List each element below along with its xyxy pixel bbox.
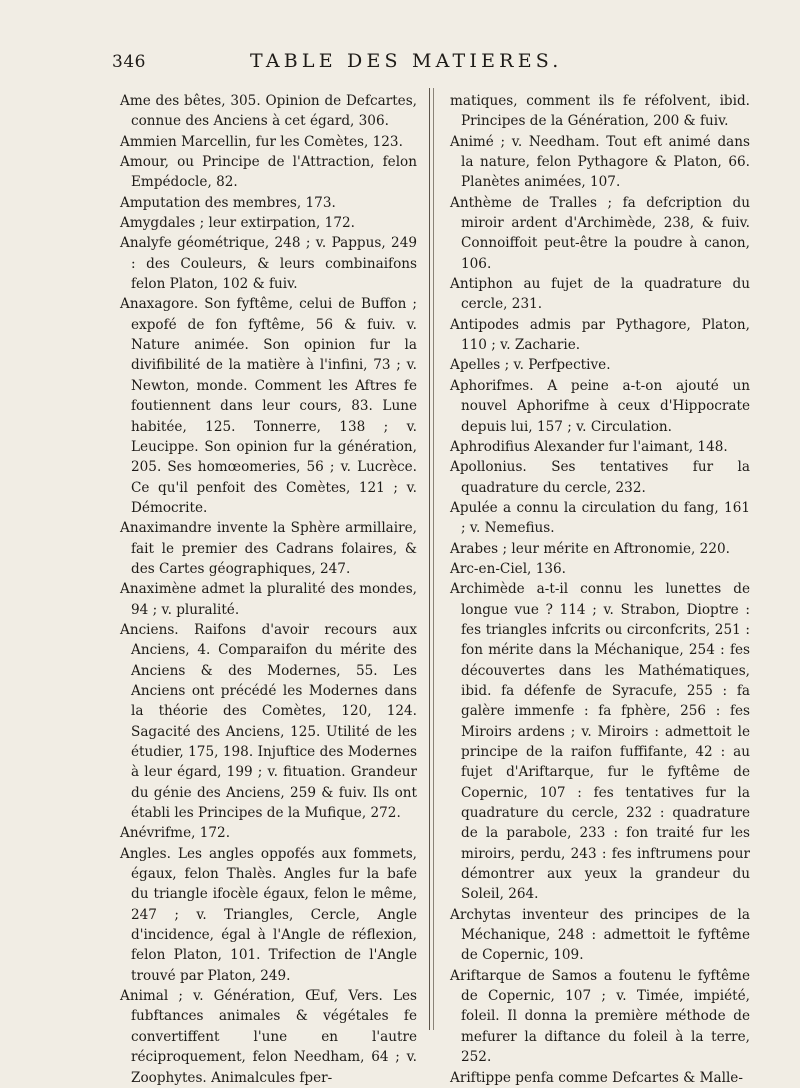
index-entry: Amygdales ; leur extirpation, 172. — [120, 215, 355, 232]
index-entry: Animal ; v. Génération, Œuf, Vers. Les fubftances animales & végétales fe convertiffent l'une en l'autre réciproquement, felon Needham, 64 ; v. Zoophytes. Animalcules fper- — [120, 988, 417, 1086]
index-entry: Anthème de Tralles ; fa defcription du miroir ardent d'Archimède, 238, & fuiv. Connoiffoit peut-être la poudre à canon, 106. — [450, 194, 750, 272]
index-entry: Anaxagore. Son fyftême, celui de Buffon ; expofé de fon fyftême, 56 & fuiv. v. Nature animée. Son opinion fur la divifibilité de la matière à l'infini, 73 ; v. Newton, monde. Comment les Aftres fe foutiennent dans leur cours, 83. Lune habitée, 125. Tonnerre, 138 ; v. Leucippe. Son opinion fur la génération, 205. Ses homœomeries, 56 ; v. Lucrèce. Ce qu'il penfoit des Comètes, 121 ; v. Démocrite. — [120, 296, 417, 516]
index-entry: Apollonius. Ses tentatives fur la quadrature du cercle, 232. — [450, 459, 750, 496]
running-title: TABLE DES MATIERES. — [250, 50, 563, 72]
index-entry: Ame des bêtes, 305. Opinion de Defcartes, connue des Anciens à cet égard, 306. — [120, 93, 417, 130]
index-entry: Ammien Marcellin, fur les Comètes, 123. — [120, 133, 403, 150]
index-entry: Anaximène admet la pluralité des mondes, 94 ; v. pluralité. — [120, 581, 417, 618]
index-entry: matiques, comment ils fe réfolvent, ibid. Principes de la Génération, 200 & fuiv. — [450, 93, 750, 130]
index-entry: Apulée a connu la circulation du fang, 161 ; v. Nemefius. — [450, 499, 750, 537]
index-entry: Amputation des membres, 173. — [120, 194, 336, 211]
index-entry: Anévrifme, 172. — [120, 825, 231, 842]
page-number: 346 — [112, 52, 146, 72]
index-entry: Aphorifmes. A peine a-t-on ajouté un nouvel Aphorifme à ceux d'Hippocrate depuis lui, 157 ; v. Circulation. — [450, 377, 750, 435]
index-entry: Ariftippe penfa comme Defcartes & Malle- — [450, 1069, 743, 1086]
index-entry: Anaximandre invente la Sphère armillaire, fait le premier des Cadrans folaires, & des Cartes géographiques, 247. — [120, 520, 417, 577]
index-entry: Apelles ; v. Perfpective. — [450, 357, 611, 374]
index-entry: Amour, ou Principe de l'Attraction, felon Empédocle, 82. — [120, 154, 417, 191]
right-column — [450, 91, 750, 1088]
index-entry: Antipodes admis par Pythagore, Platon, 110 ; v. Zacharie. — [450, 316, 750, 354]
index-entry: Ariftarque de Samos a foutenu le fyftême de Copernic, 107 ; v. Timée, impiété, foleil. Il donna la première méthode de mefurer la diftance du foleil à la terre, 252. — [450, 967, 750, 1066]
index-entry: Archimède a-t-il connu les lunettes de longue vue ? 114 ; v. Strabon, Dioptre : fes triangles infcrits ou circonfcrits, 251 : fon mérite dans la Méchanique, 254 : fes découvertes dans les Mathématiques, ibid. fa défenfe de Syracufe, 255 : fa galère immenfe : fa fphère, 256 : fes Miroirs ardens ; v. Miroirs : admettoit le principe de la raifon fuffifante, 42 : au fujet d'Ariftarque, fur le fyftême de Copernic, 107 : fes tentatives fur la quadrature du cercle, 232 : quadrature de la parabole, 233 : fon traité fur les miroirs, perdu, 243 : fes inftrumens pour démontrer aux yeux la grandeur du Soleil, 264. — [450, 581, 750, 903]
left-column — [120, 91, 417, 1088]
index-entry: Animé ; v. Needham. Tout eft animé dans la nature, felon Pythagore & Platon, 66. Planètes animées, 107. — [450, 133, 750, 191]
index-entry: Anciens. Raifons d'avoir recours aux Anciens, 4. Comparaifon du mérite des Anciens & des Modernes, 55. Les Anciens ont précédé les Modernes dans la théorie des Comètes, 120, 124. Sagacité des Anciens, 125. Utilité de les étudier, 175, 198. Injuftice des Modernes à leur égard, 199 ; v. fituation. Grandeur du génie des Anciens, 259 & fuiv. Ils ont établi les Principes de la Mufique, 272. — [120, 621, 417, 822]
index-entry: Arc-en-Ciel, 136. — [450, 560, 566, 577]
index-entry: Angles. Les angles oppofés aux fommets, égaux, felon Thalès. Angles fur la bafe du triangle ifocèle égaux, felon le même, 247 ; v. Triangles, Cercle, Angle d'incidence, égal à l'Angle de réflexion, felon Platon, 101. Trifection de l'Angle trouvé par Platon, 249. — [120, 845, 417, 984]
index-entry: Aphrodifius Alexander fur l'aimant, 148. — [450, 438, 728, 455]
column-divider — [429, 88, 430, 1030]
index-entry: Antiphon au fujet de la quadrature du cercle, 231. — [450, 276, 750, 313]
index-entry: Analyfe géométrique, 248 ; v. Pappus, 249 : des Couleurs, & leurs combinaifons felon Platon, 102 & fuiv. — [120, 235, 417, 293]
index-entry: Archytas inventeur des principes de la Méchanique, 248 : admettoit le fyftême de Copernic, 109. — [450, 906, 750, 964]
index-entry: Arabes ; leur mérite en Aftronomie, 220. — [450, 540, 730, 557]
column-divider-inner — [433, 88, 434, 1030]
